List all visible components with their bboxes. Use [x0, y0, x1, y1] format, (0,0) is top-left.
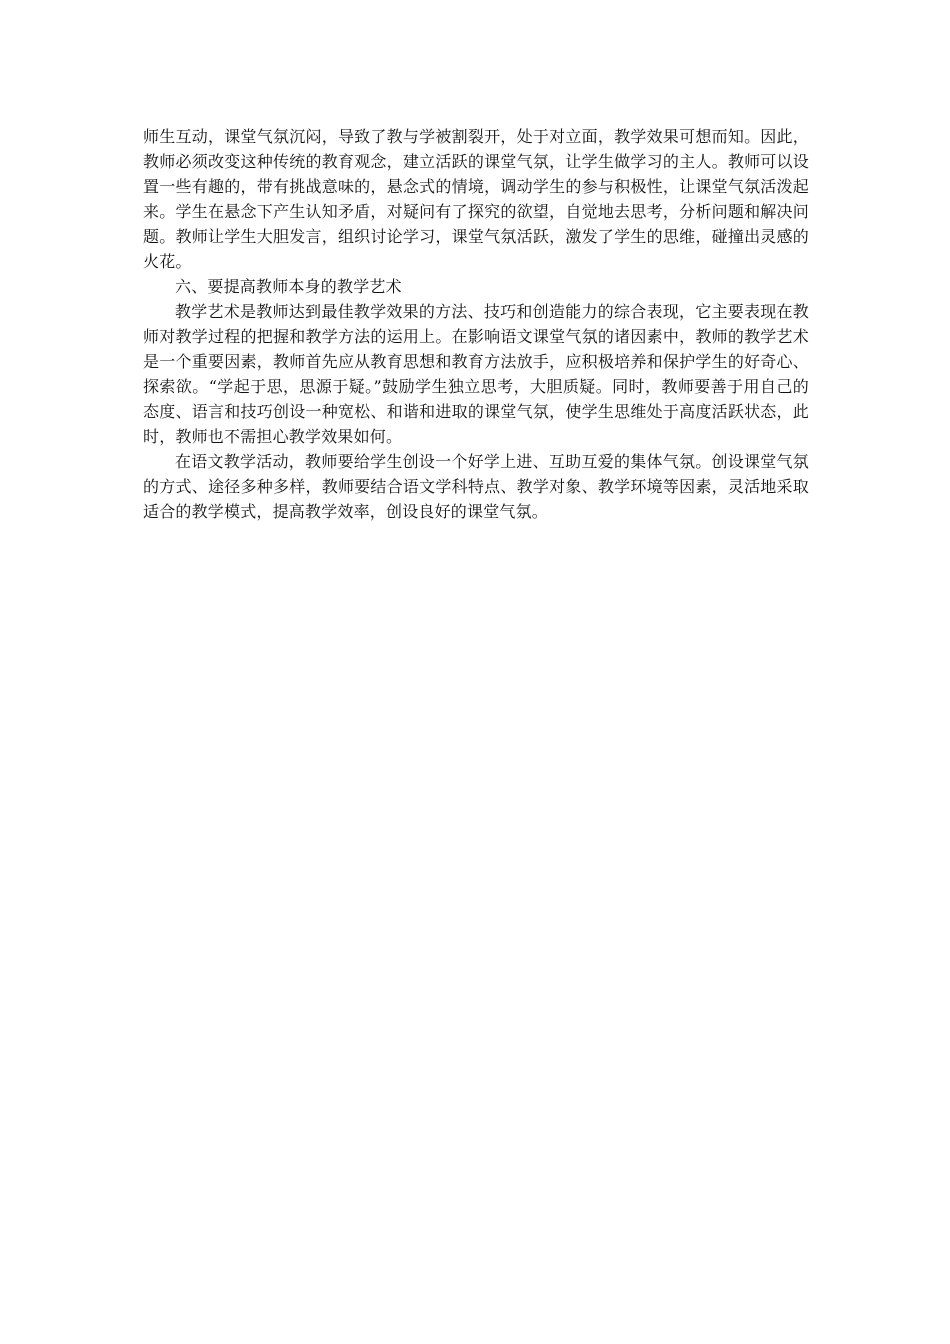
body-paragraph: 教学艺术是教师达到最佳教学效果的方法、技巧和创造能力的综合表现，它主要表现在教师对教学过程的把握和教学方法的运用上。在影响语文课堂气氛的诸因素中，教师的教学艺术是一个重要因素，教师首先应从教育思想和教育方法放手，应积极培养和保护学生的好奇心、探索欲。“学起于思，思源于疑。”鼓励学生独立思考，大胆质疑。同时，教师要善于用自己的态度、语言和技巧创设一种宽松、和谐和进取的课堂气氛，使学生思维处于高度活跃状态，此时，教师也不需担心教学效果如何。: [143, 302, 809, 446]
body-paragraph: 在语文教学活动，教师要给学生创设一个好学上进、互助互爱的集体气氛。创设课堂气氛的方式、途径多种多样，教师要结合语文学科特点、教学对象、教学环境等因素，灵活地采取适合的教学模式，提高教学效率，创设良好的课堂气氛。: [143, 452, 809, 521]
section-heading: 六、要提高教师本身的教学艺术: [175, 277, 402, 296]
document-body: [143, 124, 809, 524]
continued-paragraph: 师生互动，课堂气氛沉闷，导致了教与学被割裂开，处于对立面，教学效果可想而知。因此，教师必须改变这种传统的教育观念，建立活跃的课堂气氛，让学生做学习的主人。教师可以设置一些有趣的，带有挑战意味的，悬念式的情境，调动学生的参与积极性，让课堂气氛活泼起来。学生在悬念下产生认知矛盾，对疑问有了探究的欲望，自觉地去思考，分析问题和解决问题。教师让学生大胆发言，组织讨论学习，课堂气氛活跃，激发了学生的思维，碰撞出灵感的火花。: [143, 127, 809, 271]
